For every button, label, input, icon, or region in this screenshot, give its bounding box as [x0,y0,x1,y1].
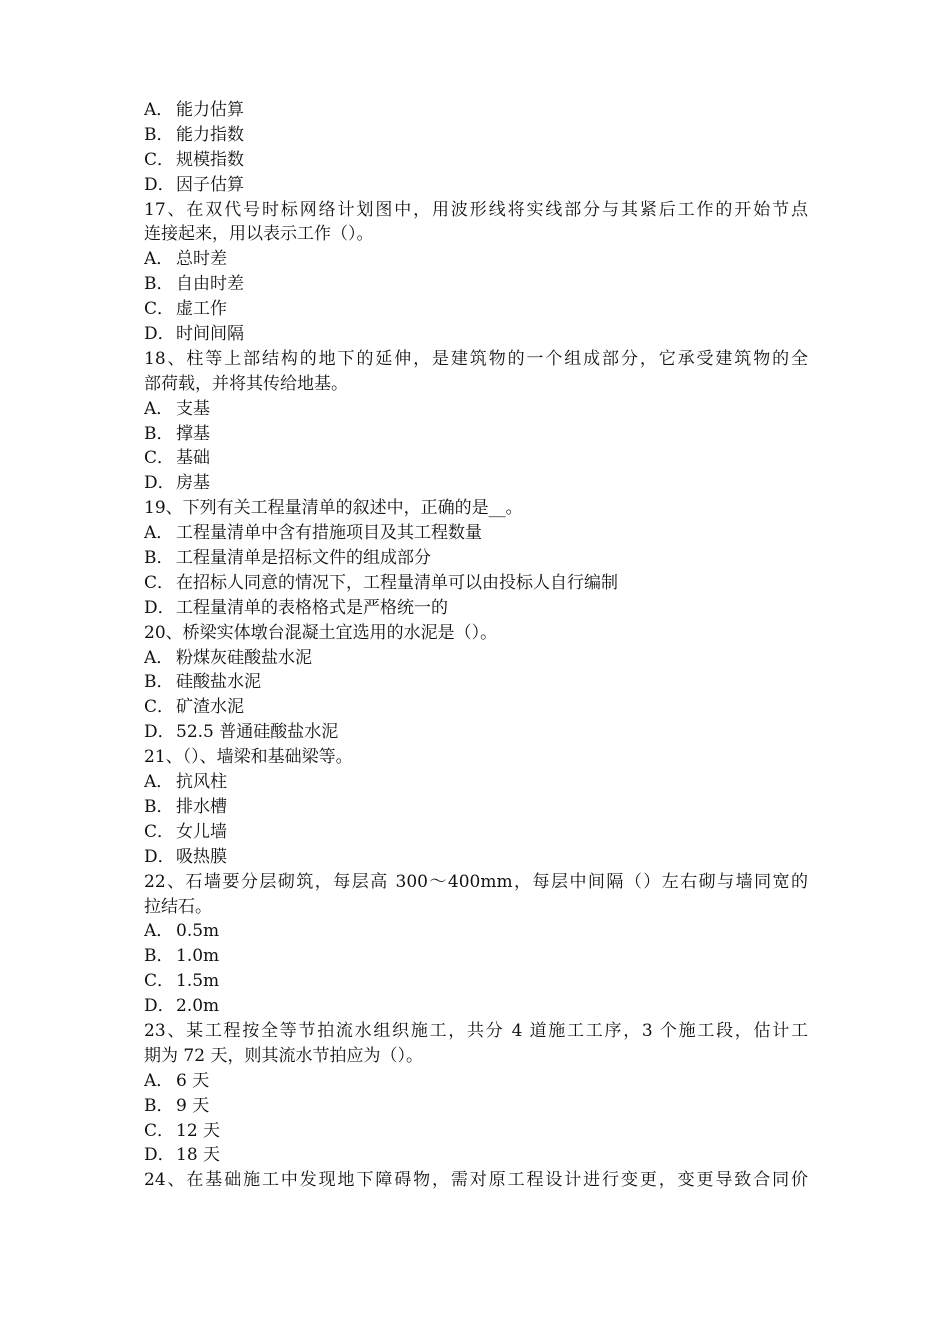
answer-option [144,845,808,870]
option-text: 虚工作 [176,299,227,320]
option-letter: C． [144,149,175,170]
option-text: 能力指数 [176,124,244,145]
answer-option [144,98,808,123]
answer-option [144,397,808,422]
option-text: 硅酸盐水泥 [176,672,261,693]
answer-option [144,969,808,994]
answer-option [144,944,808,969]
option-letter: B． [144,124,174,145]
question-line: 部荷载，并将其传给地基。 [144,373,348,394]
option-letter: D． [144,473,175,494]
option-text: 6 天 [176,1070,210,1091]
option-text: 女儿墙 [176,821,227,842]
question-line: 20、桥梁实体墩台混凝土宜选用的水泥是（）。 [144,622,498,643]
option-text: 能力估算 [176,100,244,120]
question-line: 期为 72 天，则其流水节拍应为（）。 [144,1045,423,1066]
option-text: 抗风柱 [176,772,227,793]
option-letter: B． [144,274,174,295]
option-text: 撑基 [176,423,210,444]
answer-option [144,820,808,845]
option-letter: C． [144,971,175,992]
answer-option [144,123,808,148]
answer-option [144,173,808,198]
answer-option [144,247,808,272]
answer-option [144,994,808,1019]
answer-option [144,695,808,720]
option-letter: C． [144,299,175,320]
answer-option [144,272,808,297]
option-text: 工程量清单的表格格式是严格统一的 [176,597,448,618]
option-letter: A． [144,1070,174,1091]
answer-option [144,148,808,173]
option-text: 18 天 [176,1145,221,1166]
option-text: 2.0m [176,996,220,1017]
option-letter: B． [144,946,174,967]
answer-option [144,1069,808,1094]
option-letter: B． [144,423,174,444]
option-text: 在招标人同意的情况下，工程量清单可以由投标人自行编制 [176,572,618,593]
question-text [144,347,808,397]
answer-option [144,646,808,671]
option-text: 1.5m [176,971,220,992]
answer-option [144,795,808,820]
option-letter: D． [144,722,175,743]
question-line: 18、柱等上部结构的地下的延伸，是建筑物的一个组成部分，它承受建筑物的全 [144,348,808,369]
answer-option [144,770,808,795]
answer-option [144,571,808,596]
question-line: 连接起来，用以表示工作（）。 [144,224,374,245]
option-letter: B． [144,1095,174,1116]
question-line: 21、（）、墙梁和基础梁等。 [144,747,353,768]
option-letter: C． [144,572,175,593]
option-letter: A． [144,647,174,668]
question-text [144,198,808,248]
option-letter: D． [144,846,175,867]
answer-option [144,919,808,944]
option-letter: A． [144,523,174,544]
option-text: 总时差 [176,249,227,270]
answer-option [144,297,808,322]
option-letter: A． [144,100,174,120]
option-text: 工程量清单是招标文件的组成部分 [176,548,431,569]
option-letter: D． [144,597,175,618]
answer-option [144,471,808,496]
option-letter: C． [144,821,175,842]
option-text: 矿渣水泥 [176,697,244,718]
answer-option [144,596,808,621]
option-text: 排水槽 [176,796,227,817]
question-list [144,98,808,1193]
question-text [144,496,808,521]
question-text [144,870,808,920]
answer-option [144,546,808,571]
question-line: 17、在双代号时标网络计划图中，用波形线将实线部分与其紧后工作的开始节点 [144,199,808,220]
option-text: 房基 [176,473,210,494]
option-letter: D． [144,174,175,195]
answer-option [144,670,808,695]
option-letter: B． [144,548,174,569]
answer-option [144,422,808,447]
question-line: 19、下列有关工程量清单的叙述中，正确的是__。 [144,498,523,519]
option-letter: D． [144,1145,175,1166]
option-text: 52.5 普通硅酸盐水泥 [176,722,339,743]
answer-option [144,521,808,546]
option-text: 因子估算 [176,174,244,195]
question-text [144,1168,808,1193]
answer-option [144,1119,808,1144]
option-text: 12 天 [176,1120,221,1141]
option-letter: B． [144,796,174,817]
question-line: 23、某工程按全等节拍流水组织施工，共分 4 道施工工序，3 个施工段，估计工 [144,1020,808,1041]
option-text: 1.0m [176,946,220,967]
option-letter: A． [144,921,174,942]
option-text: 吸热膜 [176,846,227,867]
option-text: 粉煤灰硅酸盐水泥 [176,647,312,668]
question-line: 22、石墙要分层砌筑，每层高 300～400mm，每层中间隔（）左右砌与墙同宽的 [144,871,808,892]
answer-option [144,446,808,471]
answer-option [144,1094,808,1119]
answer-option [144,1143,808,1168]
option-letter: C． [144,1120,175,1141]
option-text: 9 天 [176,1095,210,1116]
option-text: 规模指数 [176,149,244,170]
question-text [144,745,808,770]
option-letter: A． [144,772,174,793]
question-line: 24、在基础施工中发现地下障碍物，需对原工程设计进行变更，变更导致合同价 [144,1170,808,1191]
option-letter: A． [144,249,174,270]
option-letter: C． [144,697,175,718]
option-text: 工程量清单中含有措施项目及其工程数量 [176,523,482,544]
option-letter: D． [144,324,175,345]
option-letter: A． [144,398,174,419]
option-text: 时间间隔 [176,324,244,345]
option-letter: B． [144,672,174,693]
option-letter: C． [144,448,175,469]
option-letter: D． [144,996,175,1017]
option-text: 0.5m [176,921,220,942]
answer-option [144,720,808,745]
question-text [144,621,808,646]
answer-option [144,322,808,347]
question-line: 拉结石。 [144,896,212,917]
option-text: 基础 [176,448,210,469]
question-text [144,1019,808,1069]
option-text: 支基 [176,398,210,419]
option-text: 自由时差 [176,274,244,295]
